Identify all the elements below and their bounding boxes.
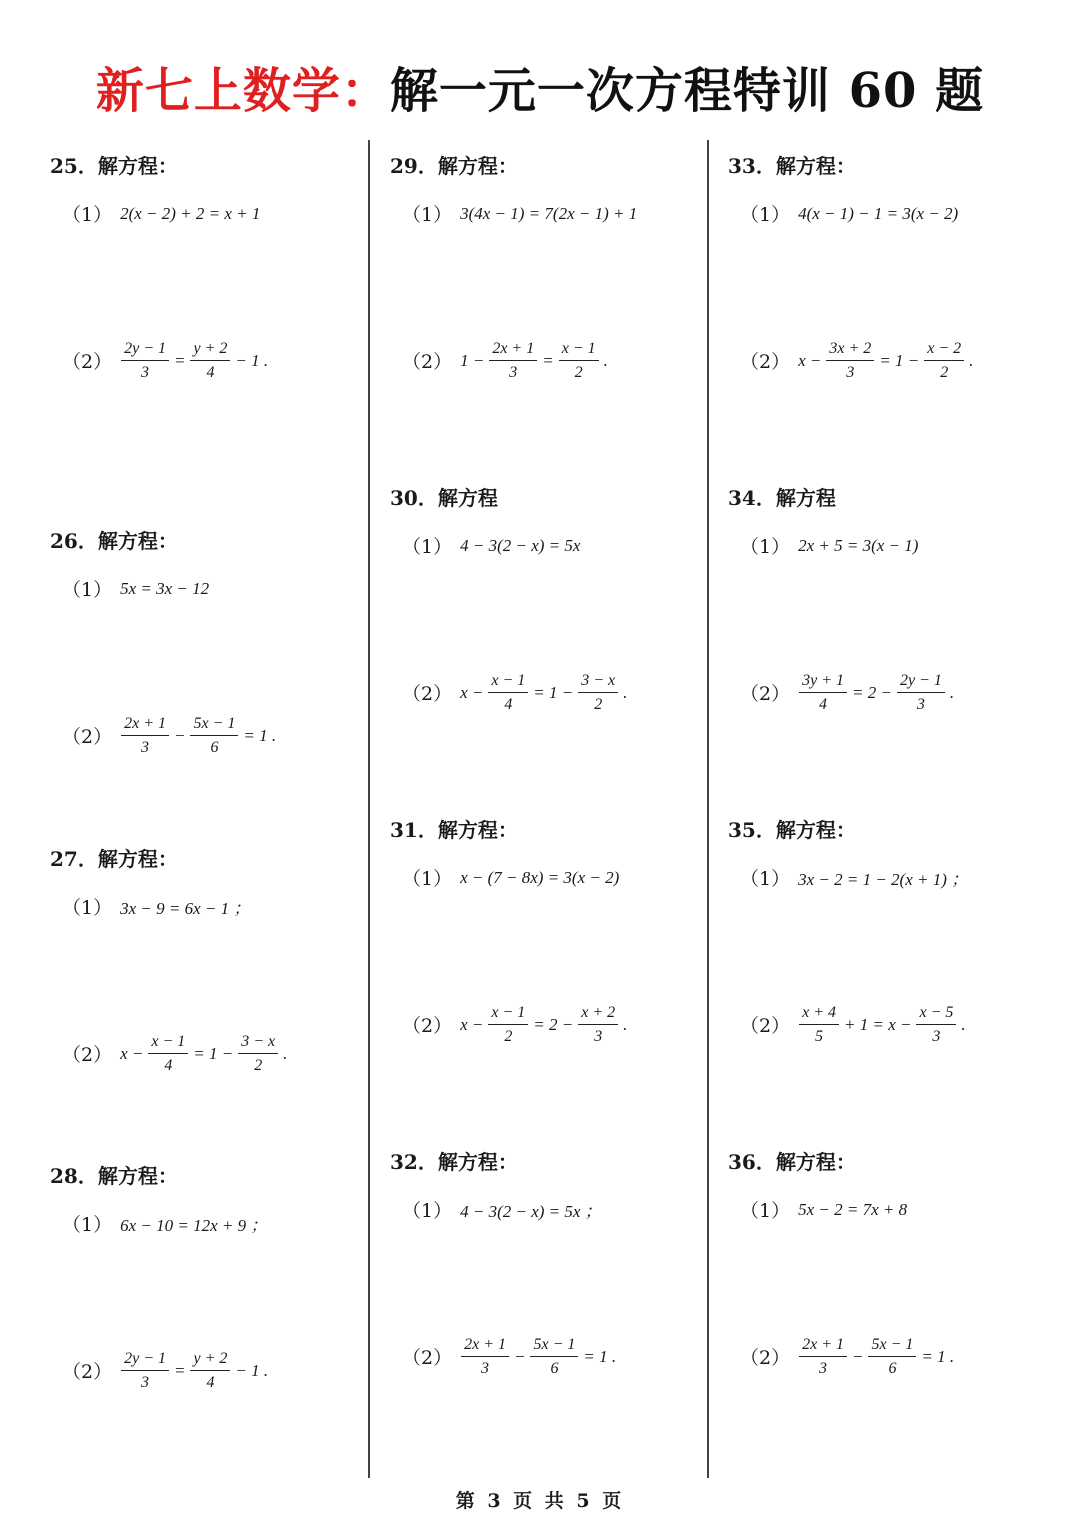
equation (796, 340, 975, 381)
numerator: 5x − 1 (868, 1336, 916, 1357)
equation-text: = (174, 1360, 186, 1380)
equation-part-1 (740, 532, 920, 559)
numerator: 3y + 1 (799, 672, 847, 693)
numerator: y + 2 (190, 1350, 230, 1371)
equation-text: . (961, 1014, 966, 1034)
equation (458, 1336, 618, 1377)
equation-text: − 1 . (235, 1360, 269, 1380)
equation-part-1 (402, 200, 639, 227)
fraction (799, 1336, 847, 1377)
problem-34 (728, 482, 955, 713)
equation-text: = 1 . (243, 725, 277, 745)
equation (118, 579, 211, 599)
equation-text: + 1 = x − (844, 1014, 912, 1034)
problem-25 (50, 150, 269, 381)
equation-part-1 (402, 1196, 604, 1223)
equation-text: 4 − 3(2 − x) = 5x ； (460, 1202, 602, 1221)
fraction (461, 1336, 509, 1377)
problem-heading: 33．解方程： (728, 154, 856, 178)
equation-text: = (174, 350, 186, 370)
part-label: （2） (740, 1347, 791, 1370)
page-title (0, 52, 1080, 121)
fraction (559, 340, 599, 381)
problem-33 (728, 150, 974, 381)
page-footer: 第 3 页 共 5 页 (455, 1490, 625, 1512)
equation (796, 1004, 968, 1045)
part-label: （2） (62, 351, 113, 374)
problem-heading: 26．解方程： (50, 529, 178, 553)
equation (458, 340, 610, 381)
equation-text: . (969, 350, 974, 370)
equation-text: = 1 − (533, 682, 574, 702)
problem-31 (390, 814, 628, 1045)
numerator: 2y − 1 (121, 1350, 169, 1371)
equation-text: − (852, 1346, 864, 1366)
equation-part-2 (62, 1350, 270, 1391)
equation-part-1 (62, 200, 262, 227)
equation-text: = (542, 350, 554, 370)
denominator: 3 (819, 1359, 828, 1377)
equation (118, 1033, 289, 1074)
problem-heading: 31．解方程： (390, 818, 518, 842)
equation-part-2 (402, 340, 610, 381)
denominator: 3 (916, 695, 925, 713)
denominator: 2 (594, 695, 603, 713)
fraction (190, 1350, 230, 1391)
problem-heading: 34．解方程 (728, 486, 836, 510)
column-divider (707, 140, 709, 1478)
denominator: 2 (254, 1056, 263, 1074)
problem-36 (728, 1146, 955, 1377)
fraction (530, 1336, 578, 1377)
numerator: 5x − 1 (530, 1336, 578, 1357)
numerator: 2x + 1 (121, 715, 169, 736)
part-label: （2） (402, 1347, 453, 1370)
fraction (489, 340, 537, 381)
equation-text: 5x = 3x − 12 (120, 578, 210, 598)
problem-28 (50, 1160, 269, 1391)
column-divider (368, 140, 370, 1478)
equation-text: = 2 − (533, 1014, 574, 1034)
equation-text: 4(x − 1) − 1 = 3(x − 2) (798, 203, 959, 223)
part-label: （1） (740, 1200, 791, 1222)
equation (796, 204, 960, 224)
equation (458, 1197, 604, 1222)
part-label: （1） (62, 897, 113, 919)
part-label: （1） (402, 204, 453, 226)
fraction (799, 672, 847, 713)
problem-heading: 30．解方程 (390, 486, 498, 510)
denominator: 3 (932, 1027, 941, 1045)
denominator: 2 (574, 363, 583, 381)
part-label: （1） (402, 536, 453, 558)
numerator: x − 1 (488, 672, 528, 693)
numerator: 3 − x (578, 672, 618, 693)
fraction (916, 1004, 956, 1045)
part-label: （2） (62, 1044, 113, 1067)
equation-text: 3x − 9 = 6x − 1 ； (120, 899, 251, 918)
equation-part-1 (740, 864, 970, 891)
part-label: （1） (402, 1200, 453, 1222)
equation-text: 4 − 3(2 − x) = 5x (460, 535, 581, 555)
equation-text: x − (7 − 8x) = 3(x − 2) (460, 867, 620, 887)
part-label: （1） (740, 536, 791, 558)
numerator: x + 2 (578, 1004, 618, 1025)
equation-text: = 1 . (583, 1346, 617, 1366)
fraction (924, 340, 964, 381)
equation-text: . (623, 682, 628, 702)
numerator: 3 − x (238, 1033, 278, 1054)
equation (458, 204, 639, 224)
part-label: （1） (62, 204, 113, 226)
equation (118, 1211, 269, 1236)
equation-text: x − (798, 350, 822, 370)
equation-part-1 (62, 1210, 269, 1237)
problem-32 (390, 1146, 617, 1377)
numerator: x − 2 (924, 340, 964, 361)
part-label: （1） (62, 1214, 113, 1236)
equation-part-2 (740, 672, 956, 713)
denominator: 3 (481, 1359, 490, 1377)
numerator: x + 4 (799, 1004, 839, 1025)
equation-text: 2x + 5 = 3(x − 1) (798, 535, 919, 555)
fraction (488, 672, 528, 713)
problem-26 (50, 525, 277, 756)
fraction (578, 1004, 618, 1045)
equation (118, 715, 278, 756)
denominator: 4 (504, 695, 513, 713)
problem-heading: 29．解方程： (390, 154, 518, 178)
equation-part-2 (62, 340, 270, 381)
part-label: （1） (740, 204, 791, 226)
fraction (897, 672, 945, 713)
equation-part-1 (740, 1196, 909, 1223)
denominator: 2 (940, 363, 949, 381)
part-label: （2） (740, 683, 791, 706)
fraction (578, 672, 618, 713)
equation-text: 1 − (460, 350, 485, 370)
equation-text: 3(4x − 1) = 7(2x − 1) + 1 (460, 203, 638, 223)
fraction (190, 340, 230, 381)
problem-35 (728, 814, 969, 1045)
equation-text: 3x − 2 = 1 − 2(x + 1) ； (798, 870, 969, 889)
equation-part-1 (62, 575, 211, 602)
equation-part-2 (62, 1033, 289, 1074)
title-highlight: 新七上数学： (95, 63, 390, 119)
denominator: 3 (846, 363, 855, 381)
equation (796, 672, 956, 713)
equation-part-1 (402, 864, 621, 891)
numerator: 2x + 1 (461, 1336, 509, 1357)
equation-text: 5x − 2 = 7x + 8 (798, 1199, 908, 1219)
equation-text: − 1 . (235, 350, 269, 370)
numerator: 2x + 1 (799, 1336, 847, 1357)
problem-heading: 32．解方程： (390, 1150, 518, 1174)
fraction (868, 1336, 916, 1377)
equation-part-1 (740, 200, 960, 227)
fraction (799, 1004, 839, 1045)
equation-part-2 (740, 340, 975, 381)
fraction (238, 1033, 278, 1074)
denominator: 3 (141, 738, 150, 756)
equation-text: . (283, 1043, 288, 1063)
part-label: （2） (740, 351, 791, 374)
equation-text: = 2 − (852, 682, 892, 702)
numerator: x − 1 (559, 340, 599, 361)
part-label: （1） (62, 579, 113, 601)
denominator: 6 (888, 1359, 897, 1377)
equation (458, 868, 621, 888)
problem-heading: 25．解方程： (50, 154, 178, 178)
part-label: （2） (402, 683, 453, 706)
part-label: （2） (740, 1015, 791, 1038)
equation-part-2 (740, 1004, 968, 1045)
equation-text: x − (120, 1043, 144, 1063)
problem-27 (50, 843, 288, 1074)
problem-heading: 35．解方程： (728, 818, 856, 842)
equation (118, 204, 262, 224)
equation (458, 1004, 629, 1045)
denominator: 5 (815, 1027, 824, 1045)
equation-part-1 (62, 893, 252, 920)
part-label: （1） (740, 868, 791, 890)
equation-text: − (174, 725, 186, 745)
equation (796, 536, 920, 556)
equation (796, 1200, 909, 1220)
problem-heading: 28．解方程： (50, 1164, 178, 1188)
numerator: 3x + 2 (826, 340, 874, 361)
equation-text: = 1 − (879, 350, 920, 370)
fraction (121, 715, 169, 756)
equation-text: 2(x − 2) + 2 = x + 1 (120, 203, 261, 223)
equation (118, 894, 252, 919)
equation-text: x − (460, 1014, 484, 1034)
problem-heading: 36．解方程： (728, 1150, 856, 1174)
part-label: （2） (402, 351, 453, 374)
equation (458, 672, 629, 713)
equation-text: . (623, 1014, 628, 1034)
equation-text: 6x − 10 = 12x + 9 ； (120, 1216, 268, 1235)
numerator: 2y − 1 (897, 672, 945, 693)
part-label: （1） (402, 868, 453, 890)
denominator: 4 (164, 1056, 173, 1074)
title-main: 解一元一次方程特训 60 题 (389, 63, 985, 119)
numerator: x − 5 (916, 1004, 956, 1025)
equation (796, 1336, 956, 1377)
denominator: 4 (206, 363, 215, 381)
fraction (148, 1033, 188, 1074)
equation-part-2 (402, 1004, 629, 1045)
numerator: x − 1 (488, 1004, 528, 1025)
problem-30 (390, 482, 628, 713)
equation-text: x − (460, 682, 484, 702)
equation (458, 536, 582, 556)
denominator: 6 (550, 1359, 559, 1377)
equation-part-1 (402, 532, 582, 559)
denominator: 3 (509, 363, 518, 381)
denominator: 6 (210, 738, 219, 756)
numerator: 2y − 1 (121, 340, 169, 361)
numerator: 5x − 1 (190, 715, 238, 736)
numerator: y + 2 (190, 340, 230, 361)
equation (118, 1350, 270, 1391)
equation-part-2 (402, 672, 629, 713)
equation-text: . (603, 350, 608, 370)
denominator: 4 (206, 1373, 215, 1391)
fraction (121, 1350, 169, 1391)
numerator: x − 1 (148, 1033, 188, 1054)
equation-part-2 (402, 1336, 618, 1377)
equation (118, 340, 270, 381)
equation-part-2 (740, 1336, 956, 1377)
numerator: 2x + 1 (489, 340, 537, 361)
equation-text: = 1 . (921, 1346, 955, 1366)
fraction (488, 1004, 528, 1045)
problem-29 (390, 150, 638, 381)
denominator: 3 (594, 1027, 603, 1045)
denominator: 4 (819, 695, 828, 713)
equation (796, 865, 970, 890)
denominator: 3 (141, 1373, 150, 1391)
part-label: （2） (402, 1015, 453, 1038)
equation-part-2 (62, 715, 278, 756)
denominator: 2 (504, 1027, 513, 1045)
fraction (190, 715, 238, 756)
equation-text: − (514, 1346, 526, 1366)
equation-text: . (949, 682, 955, 702)
part-label: （2） (62, 726, 113, 749)
problem-heading: 27．解方程： (50, 847, 178, 871)
equation-text: = 1 − (193, 1043, 234, 1063)
denominator: 3 (141, 363, 150, 381)
part-label: （2） (62, 1361, 113, 1384)
fraction (121, 340, 169, 381)
fraction (826, 340, 874, 381)
